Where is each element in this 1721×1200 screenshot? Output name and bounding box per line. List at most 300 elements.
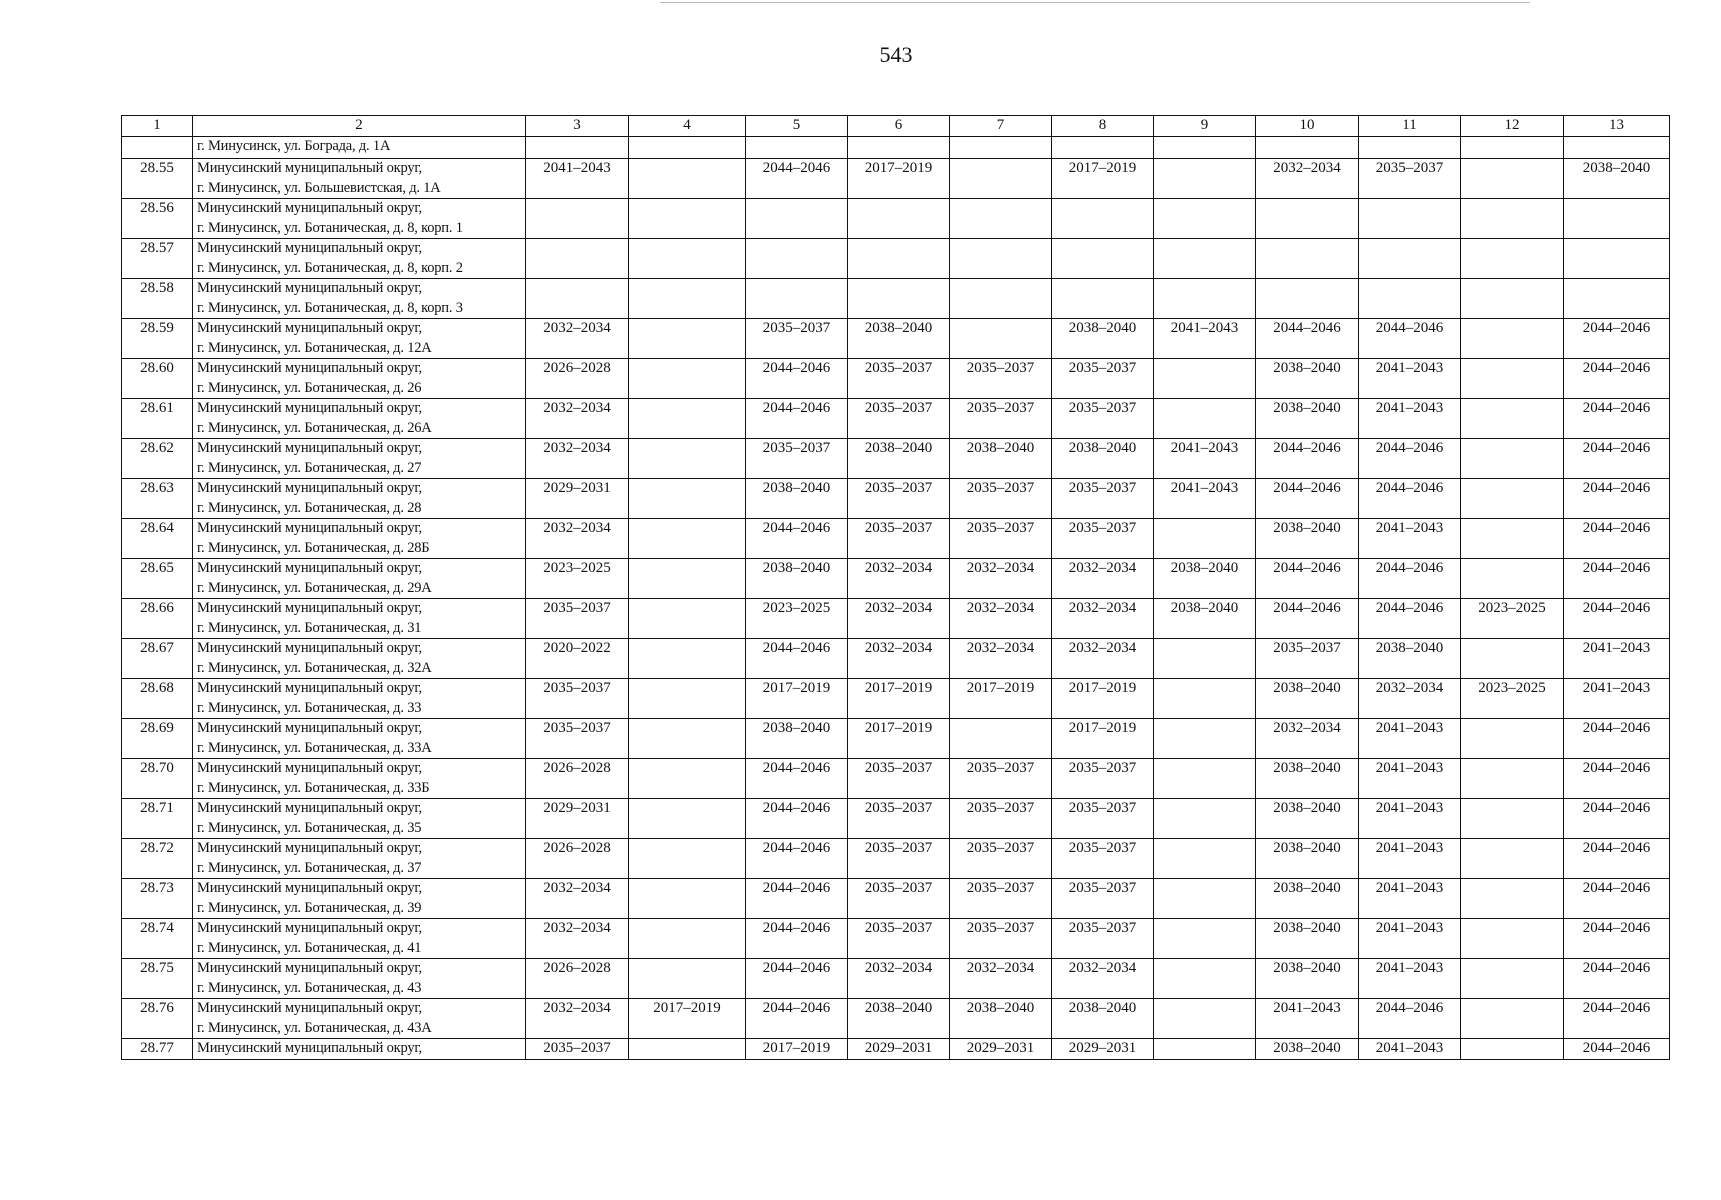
period-cell: 2044–2046	[1564, 519, 1670, 559]
period-cell: 2044–2046	[746, 639, 848, 679]
period-cell: 2017–2019	[746, 679, 848, 719]
period-cell: 2035–2037	[848, 519, 950, 559]
page-number: 543	[879, 42, 913, 67]
period-cell: 2035–2037	[526, 599, 629, 639]
period-cell: 2035–2037	[1052, 839, 1154, 879]
period-cell: 2035–2037	[848, 799, 950, 839]
address-cell	[193, 1039, 526, 1060]
period-cell: 2044–2046	[1359, 559, 1461, 599]
row-number: 28.75	[122, 959, 193, 999]
period-cell: 2041–2043	[1359, 519, 1461, 559]
period-cell	[1461, 959, 1564, 999]
period-cell	[1461, 319, 1564, 359]
address-line: г. Минусинск, ул. Ботаническая, д. 8, корп. 1	[197, 219, 463, 236]
period-cell: 2035–2037	[1052, 879, 1154, 919]
column-header: 3	[526, 116, 629, 137]
row-number: 28.62	[122, 439, 193, 479]
period-cell: 2017–2019	[1052, 159, 1154, 199]
period-cell	[1359, 239, 1461, 279]
period-cell	[629, 1039, 746, 1060]
period-cell: 2035–2037	[848, 839, 950, 879]
address-cell	[193, 959, 526, 999]
period-cell	[1461, 137, 1564, 159]
period-cell	[1052, 279, 1154, 319]
period-cell: 2044–2046	[1564, 559, 1670, 599]
period-cell	[526, 199, 629, 239]
address-line: г. Минусинск, ул. Ботаническая, д. 37	[197, 859, 422, 876]
period-cell: 2035–2037	[950, 399, 1052, 439]
period-cell: 2017–2019	[629, 999, 746, 1039]
address-line: Минусинский муниципальный округ,	[197, 960, 422, 976]
address-line: г. Минусинск, ул. Ботаническая, д. 33	[197, 699, 422, 716]
period-cell	[629, 137, 746, 159]
period-cell: 2026–2028	[526, 839, 629, 879]
period-cell: 2044–2046	[1256, 599, 1359, 639]
period-cell: 2038–2040	[848, 319, 950, 359]
period-cell	[1154, 759, 1256, 799]
period-cell	[1461, 1039, 1564, 1060]
period-cell: 2032–2034	[1052, 599, 1154, 639]
period-cell	[1564, 279, 1670, 319]
period-cell: 2038–2040	[1256, 919, 1359, 959]
address-cell	[193, 719, 526, 759]
period-cell: 2044–2046	[746, 959, 848, 999]
address-line: г. Минусинск, ул. Ботаническая, д. 32А	[197, 659, 432, 676]
address-line: Минусинский муниципальный округ,	[197, 600, 422, 616]
period-cell	[1359, 199, 1461, 239]
period-cell	[629, 159, 746, 199]
address-line: Минусинский муниципальный округ,	[197, 920, 422, 936]
table-row	[122, 759, 1670, 799]
period-cell: 2038–2040	[1052, 439, 1154, 479]
address-line: г. Минусинск, ул. Ботаническая, д. 26А	[197, 419, 432, 436]
period-cell: 2032–2034	[950, 599, 1052, 639]
period-cell: 2032–2034	[1052, 639, 1154, 679]
period-cell: 2038–2040	[1256, 879, 1359, 919]
address-line: Минусинский муниципальный округ,	[197, 1000, 422, 1016]
period-cell: 2041–2043	[1359, 359, 1461, 399]
period-cell	[1461, 479, 1564, 519]
period-cell	[1154, 799, 1256, 839]
column-header: 6	[848, 116, 950, 137]
period-cell: 2023–2025	[526, 559, 629, 599]
period-cell	[1461, 839, 1564, 879]
period-cell: 2035–2037	[1052, 359, 1154, 399]
period-cell: 2035–2037	[848, 919, 950, 959]
schedule-table	[121, 115, 1670, 1060]
period-cell	[746, 137, 848, 159]
period-cell: 2035–2037	[950, 839, 1052, 879]
period-cell: 2038–2040	[1256, 519, 1359, 559]
period-cell	[629, 279, 746, 319]
period-cell	[1461, 559, 1564, 599]
period-cell: 2032–2034	[848, 559, 950, 599]
table-row	[122, 639, 1670, 679]
address-line: г. Минусинск, ул. Ботаническая, д. 43	[197, 979, 422, 996]
period-cell: 2044–2046	[1564, 439, 1670, 479]
address-line: г. Минусинск, ул. Ботаническая, д. 41	[197, 939, 422, 956]
period-cell: 2035–2037	[1052, 759, 1154, 799]
address-cell	[193, 599, 526, 639]
table-row	[122, 359, 1670, 399]
period-cell	[950, 279, 1052, 319]
period-cell	[1052, 137, 1154, 159]
period-cell	[1154, 359, 1256, 399]
period-cell	[629, 719, 746, 759]
address-cell	[193, 639, 526, 679]
period-cell: 2038–2040	[848, 439, 950, 479]
period-cell	[1461, 439, 1564, 479]
period-cell: 2023–2025	[746, 599, 848, 639]
period-cell: 2038–2040	[950, 999, 1052, 1039]
row-number: 28.67	[122, 639, 193, 679]
address-cell	[193, 479, 526, 519]
period-cell	[629, 599, 746, 639]
column-header: 5	[746, 116, 848, 137]
period-cell	[950, 137, 1052, 159]
column-header: 8	[1052, 116, 1154, 137]
period-cell: 2041–2043	[1154, 439, 1256, 479]
period-cell: 2041–2043	[526, 159, 629, 199]
row-number: 28.76	[122, 999, 193, 1039]
row-number: 28.61	[122, 399, 193, 439]
address-line: Минусинский муниципальный округ,	[197, 200, 422, 216]
address-cell	[193, 839, 526, 879]
address-line: Минусинский муниципальный округ,	[197, 240, 422, 256]
period-cell	[1154, 999, 1256, 1039]
period-cell: 2044–2046	[1359, 319, 1461, 359]
period-cell	[629, 239, 746, 279]
period-cell: 2044–2046	[1359, 439, 1461, 479]
address-line: Минусинский муниципальный округ,	[197, 360, 422, 376]
period-cell: 2035–2037	[526, 719, 629, 759]
period-cell: 2041–2043	[1359, 1039, 1461, 1060]
period-cell	[746, 199, 848, 239]
address-line: Минусинский муниципальный округ,	[197, 640, 422, 656]
address-line: г. Минусинск, ул. Ботаническая, д. 31	[197, 619, 422, 636]
period-cell: 2041–2043	[1154, 479, 1256, 519]
period-cell	[1256, 279, 1359, 319]
period-cell: 2044–2046	[1359, 599, 1461, 639]
address-line: г. Минусинск, ул. Бограда, д. 1А	[197, 138, 391, 154]
row-number: 28.73	[122, 879, 193, 919]
period-cell: 2035–2037	[1052, 479, 1154, 519]
period-cell	[1461, 279, 1564, 319]
address-line: Минусинский муниципальный округ,	[197, 800, 422, 816]
period-cell: 2044–2046	[746, 759, 848, 799]
period-cell	[746, 239, 848, 279]
address-line: г. Минусинск, ул. Ботаническая, д. 8, корп. 2	[197, 259, 463, 276]
period-cell: 2035–2037	[950, 919, 1052, 959]
period-cell	[1256, 199, 1359, 239]
address-cell	[193, 559, 526, 599]
period-cell	[629, 559, 746, 599]
period-cell: 2044–2046	[746, 919, 848, 959]
period-cell: 2044–2046	[746, 159, 848, 199]
period-cell: 2044–2046	[1564, 879, 1670, 919]
period-cell	[629, 439, 746, 479]
address-line: г. Минусинск, ул. Ботаническая, д. 27	[197, 459, 422, 476]
period-cell: 2038–2040	[1256, 399, 1359, 439]
period-cell: 2041–2043	[1359, 839, 1461, 879]
row-number	[122, 137, 193, 159]
period-cell	[629, 479, 746, 519]
period-cell: 2035–2037	[848, 359, 950, 399]
period-cell: 2038–2040	[1359, 639, 1461, 679]
period-cell: 2038–2040	[1564, 159, 1670, 199]
table-row	[122, 1039, 1670, 1060]
address-line: Минусинский муниципальный округ,	[197, 160, 422, 176]
column-header: 11	[1359, 116, 1461, 137]
period-cell: 2038–2040	[1256, 1039, 1359, 1060]
period-cell: 2017–2019	[848, 679, 950, 719]
period-cell: 2035–2037	[950, 479, 1052, 519]
period-cell	[526, 239, 629, 279]
period-cell: 2029–2031	[848, 1039, 950, 1060]
address-cell	[193, 759, 526, 799]
address-line: г. Минусинск, ул. Ботаническая, д. 35	[197, 819, 422, 836]
period-cell: 2044–2046	[746, 999, 848, 1039]
address-cell	[193, 399, 526, 439]
period-cell: 2044–2046	[1564, 319, 1670, 359]
period-cell: 2038–2040	[1256, 799, 1359, 839]
period-cell	[1154, 919, 1256, 959]
address-cell	[193, 519, 526, 559]
period-cell	[1461, 759, 1564, 799]
column-header: 4	[629, 116, 746, 137]
period-cell	[1564, 199, 1670, 239]
period-cell: 2032–2034	[526, 519, 629, 559]
period-cell	[1461, 199, 1564, 239]
address-cell	[193, 199, 526, 239]
address-cell	[193, 999, 526, 1039]
period-cell: 2044–2046	[1564, 959, 1670, 999]
period-cell: 2035–2037	[848, 759, 950, 799]
address-cell	[193, 279, 526, 319]
table-row	[122, 959, 1670, 999]
address-line: Минусинский муниципальный округ,	[197, 480, 422, 496]
address-line: Минусинский муниципальный округ,	[197, 560, 422, 576]
period-cell: 2029–2031	[1052, 1039, 1154, 1060]
row-number: 28.69	[122, 719, 193, 759]
period-cell: 2035–2037	[848, 879, 950, 919]
period-cell: 2035–2037	[1052, 919, 1154, 959]
table-row	[122, 239, 1670, 279]
period-cell: 2044–2046	[1359, 999, 1461, 1039]
row-number: 28.55	[122, 159, 193, 199]
row-number: 28.70	[122, 759, 193, 799]
period-cell	[1154, 1039, 1256, 1060]
column-header: 13	[1564, 116, 1670, 137]
period-cell: 2044–2046	[1564, 839, 1670, 879]
period-cell: 2035–2037	[950, 799, 1052, 839]
table-header	[122, 116, 1670, 137]
address-line: г. Минусинск, ул. Большевистская, д. 1А	[197, 179, 441, 196]
period-cell: 2032–2034	[526, 919, 629, 959]
period-cell	[1154, 137, 1256, 159]
period-cell: 2035–2037	[950, 519, 1052, 559]
period-cell	[1461, 239, 1564, 279]
period-cell: 2032–2034	[1052, 959, 1154, 999]
address-line: г. Минусинск, ул. Ботаническая, д. 39	[197, 899, 422, 916]
period-cell	[629, 799, 746, 839]
period-cell: 2041–2043	[1564, 679, 1670, 719]
period-cell: 2038–2040	[746, 719, 848, 759]
period-cell: 2017–2019	[1052, 679, 1154, 719]
period-cell: 2041–2043	[1359, 799, 1461, 839]
period-cell: 2032–2034	[848, 639, 950, 679]
period-cell: 2032–2034	[950, 639, 1052, 679]
address-line: г. Минусинск, ул. Ботаническая, д. 43А	[197, 1019, 432, 1036]
period-cell: 2020–2022	[526, 639, 629, 679]
table-row	[122, 679, 1670, 719]
period-cell	[629, 319, 746, 359]
table-row	[122, 479, 1670, 519]
address-cell	[193, 799, 526, 839]
table-row	[122, 159, 1670, 199]
period-cell	[1154, 399, 1256, 439]
address-line: г. Минусинск, ул. Ботаническая, д. 28Б	[197, 539, 430, 556]
period-cell: 2035–2037	[746, 439, 848, 479]
period-cell: 2044–2046	[1564, 1039, 1670, 1060]
period-cell	[950, 319, 1052, 359]
period-cell: 2044–2046	[1564, 919, 1670, 959]
period-cell: 2044–2046	[746, 879, 848, 919]
period-cell: 2026–2028	[526, 759, 629, 799]
period-cell: 2041–2043	[1359, 719, 1461, 759]
period-cell	[1052, 199, 1154, 239]
period-cell	[1461, 879, 1564, 919]
address-line: Минусинский муниципальный округ,	[197, 520, 422, 536]
row-number: 28.68	[122, 679, 193, 719]
table-row	[122, 319, 1670, 359]
period-cell: 2044–2046	[1564, 999, 1670, 1039]
address-line: Минусинский муниципальный округ,	[197, 1040, 422, 1056]
period-cell: 2035–2037	[848, 479, 950, 519]
period-cell	[950, 239, 1052, 279]
period-cell	[1154, 199, 1256, 239]
address-line: Минусинский муниципальный округ,	[197, 880, 422, 896]
period-cell	[1154, 959, 1256, 999]
column-header: 1	[122, 116, 193, 137]
period-cell	[629, 519, 746, 559]
period-cell: 2044–2046	[1256, 479, 1359, 519]
period-cell: 2038–2040	[1256, 359, 1359, 399]
address-line: Минусинский муниципальный округ,	[197, 440, 422, 456]
period-cell	[1154, 239, 1256, 279]
period-cell: 2029–2031	[526, 799, 629, 839]
period-cell: 2044–2046	[1564, 759, 1670, 799]
address-line: Минусинский муниципальный округ,	[197, 720, 422, 736]
table-row	[122, 999, 1670, 1039]
period-cell	[526, 137, 629, 159]
table-row	[122, 519, 1670, 559]
address-cell	[193, 239, 526, 279]
period-cell	[1359, 279, 1461, 319]
period-cell: 2038–2040	[1154, 599, 1256, 639]
period-cell: 2035–2037	[1052, 399, 1154, 439]
table-row	[122, 199, 1670, 239]
period-cell	[1154, 159, 1256, 199]
period-cell	[848, 279, 950, 319]
address-cell	[193, 679, 526, 719]
period-cell: 2035–2037	[950, 879, 1052, 919]
column-header: 2	[193, 116, 526, 137]
period-cell	[1359, 137, 1461, 159]
period-cell	[1461, 719, 1564, 759]
period-cell: 2041–2043	[1359, 959, 1461, 999]
address-line: Минусинский муниципальный округ,	[197, 320, 422, 336]
period-cell: 2017–2019	[1052, 719, 1154, 759]
table-row	[122, 137, 1670, 159]
period-cell: 2044–2046	[1564, 399, 1670, 439]
period-cell	[629, 919, 746, 959]
period-cell	[1154, 519, 1256, 559]
period-cell: 2035–2037	[746, 319, 848, 359]
period-cell	[629, 679, 746, 719]
period-cell: 2041–2043	[1359, 879, 1461, 919]
address-line: г. Минусинск, ул. Ботаническая, д. 12А	[197, 339, 432, 356]
address-line: г. Минусинск, ул. Ботаническая, д. 33Б	[197, 779, 430, 796]
period-cell: 2044–2046	[1564, 719, 1670, 759]
period-cell: 2032–2034	[848, 959, 950, 999]
period-cell	[746, 279, 848, 319]
period-cell	[848, 239, 950, 279]
period-cell: 2038–2040	[1256, 679, 1359, 719]
period-cell: 2035–2037	[1052, 519, 1154, 559]
period-cell: 2044–2046	[1359, 479, 1461, 519]
period-cell: 2044–2046	[1256, 319, 1359, 359]
address-cell	[193, 319, 526, 359]
period-cell: 2041–2043	[1359, 399, 1461, 439]
row-number: 28.64	[122, 519, 193, 559]
period-cell: 2029–2031	[526, 479, 629, 519]
period-cell: 2035–2037	[526, 1039, 629, 1060]
period-cell: 2044–2046	[746, 519, 848, 559]
table-row	[122, 279, 1670, 319]
period-cell	[1461, 399, 1564, 439]
table-row	[122, 399, 1670, 439]
period-cell	[1461, 999, 1564, 1039]
period-cell	[1461, 159, 1564, 199]
period-cell	[1154, 279, 1256, 319]
period-cell: 2038–2040	[746, 479, 848, 519]
period-cell: 2038–2040	[746, 559, 848, 599]
period-cell: 2026–2028	[526, 359, 629, 399]
period-cell	[1154, 679, 1256, 719]
period-cell	[1564, 137, 1670, 159]
period-cell: 2044–2046	[1564, 799, 1670, 839]
period-cell	[1564, 239, 1670, 279]
address-cell	[193, 879, 526, 919]
row-number: 28.71	[122, 799, 193, 839]
period-cell	[1461, 919, 1564, 959]
period-cell: 2032–2034	[1052, 559, 1154, 599]
period-cell: 2044–2046	[746, 799, 848, 839]
period-cell: 2023–2025	[1461, 599, 1564, 639]
column-header: 10	[1256, 116, 1359, 137]
period-cell: 2038–2040	[1154, 559, 1256, 599]
address-cell	[193, 159, 526, 199]
period-cell	[629, 879, 746, 919]
period-cell: 2044–2046	[1256, 439, 1359, 479]
period-cell	[1154, 719, 1256, 759]
period-cell	[1256, 137, 1359, 159]
period-cell: 2035–2037	[950, 759, 1052, 799]
period-cell: 2044–2046	[1564, 479, 1670, 519]
row-number: 28.56	[122, 199, 193, 239]
period-cell	[629, 759, 746, 799]
